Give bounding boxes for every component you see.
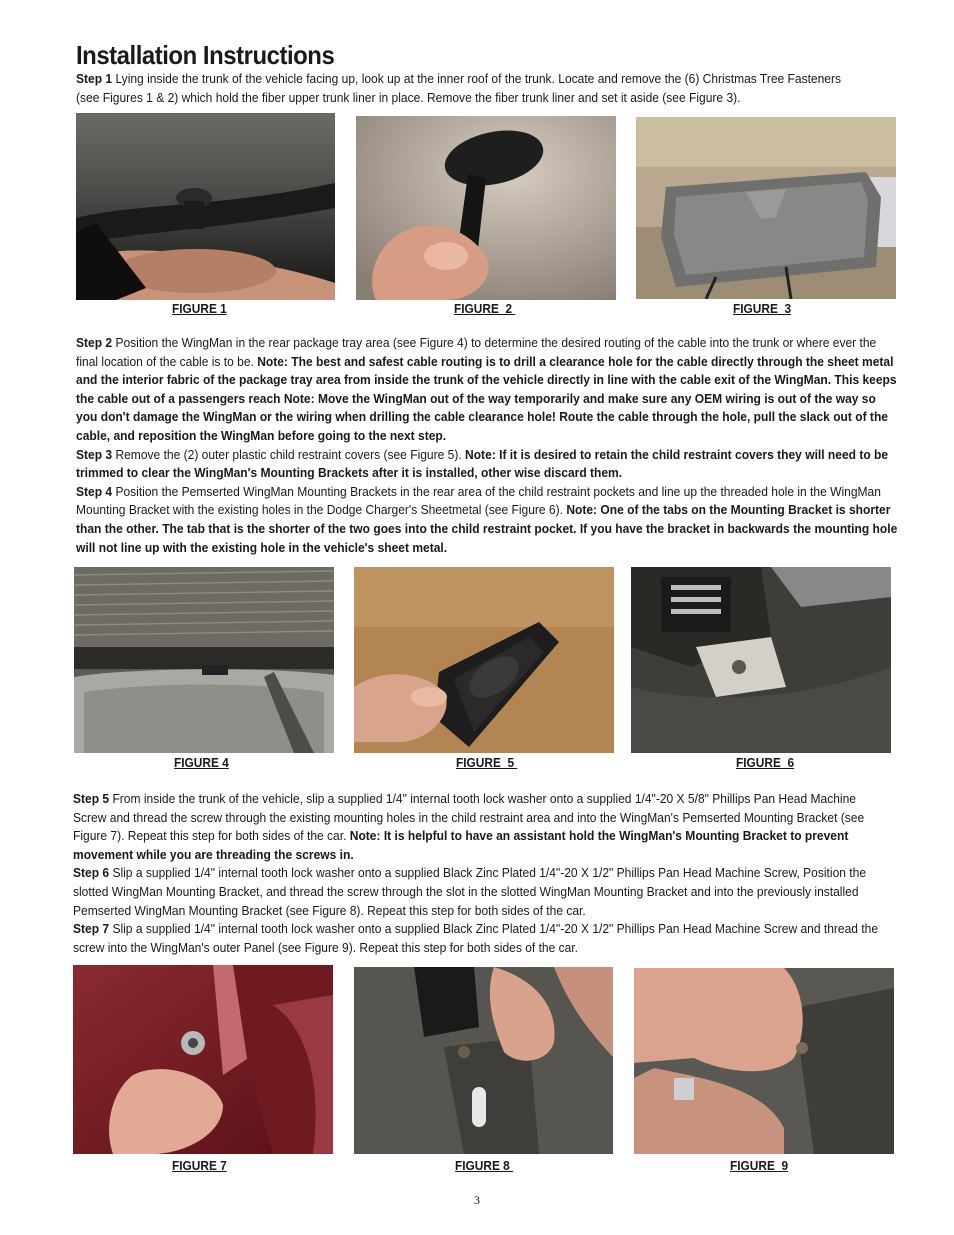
figure-9-photo — [634, 968, 894, 1154]
step-4-label: Step 4 — [76, 484, 113, 499]
figure-6-caption: FIGURE 6 — [736, 756, 795, 770]
figure-4-photo — [74, 567, 334, 753]
step-2-label: Step 2 — [76, 336, 113, 350]
step-3-label: Step 3 — [76, 447, 113, 462]
figure-1-photo — [76, 113, 335, 300]
step-6-label: Step 6 — [73, 866, 110, 881]
figure-3-caption: FIGURE 3 — [733, 302, 792, 316]
figure-5-caption: FIGURE 5 — [456, 756, 518, 770]
figure-2-caption: FIGURE 2 — [454, 302, 516, 316]
step-2-note: Note: The best and safest cable routing is to drill a clearance hole for the cable directly through the sheet metal and the interior fabric of the package tray area from inside the trunk of the vehicle directly in line with the cable exit of the WingMan. This keeps the cable out of a passengers reach Note: Move the WingMan out of the way temporarily and make sure any OEM wiring is out of the way so you don't damage the WingMan or the wiring when drilling the cable clearance hole! Route the cable through the hole, pull the slack out of the cable, and reposition the WingMan before going to the next step. — [76, 354, 897, 443]
step-4-text: Position the Pemserted WingMan Mounting Brackets in the rear area of the child restraint pockets and line up the threaded hole in the WingMan Mounting Bracket with the existing holes in the Dodge Charger's Sheetmetal (see Figure 6). — [76, 484, 881, 518]
step-1-text: Lying inside the trunk of the vehicle facing up, look up at the inner roof of the trunk. Locate and remove the (6) Christmas Tree Fasteners (see Figures 1 & 2) which hold the fiber upper trunk liner in place. Remove the fiber trunk liner and set it aside (see Figure 3). — [76, 72, 842, 105]
figure-1-caption: FIGURE 1 — [172, 302, 227, 316]
figure-9-caption: FIGURE 9 — [730, 1159, 789, 1173]
step-5-note: Note: It is helpful to have an assistant hold the WingMan's Mounting Bracket to prevent movement while you are threading the screws in. — [73, 829, 849, 862]
step-7-label: Step 7 — [73, 922, 110, 937]
step-7-text: Slip a supplied 1/4" internal tooth lock washer onto a supplied Black Zinc Plated 1/4"-20 X 1/2" Phillips Pan Head Machine Screw and thread the screw into the WingMan's outer Panel (see Figure 9). Repeat this step for both sides of the car. — [73, 922, 879, 955]
page-number: 3 — [474, 1193, 480, 1207]
step-2-text: Position the WingMan in the rear package tray area (see Figure 4) to determine the desired routing of the cable into the trunk or where ever the final location of the cable is to be. — [76, 336, 877, 369]
step-4-note: Note: One of the tabs on the Mounting Bracket is shorter than the other. The tab that is the shorter of the two goes into the child restraint pocket. If you have the bracket in backwards the mounting hole will not line up with the existing hole in the vehicle's sheet metal. — [76, 503, 898, 555]
figure-8-photo — [354, 967, 613, 1154]
figure-7-photo — [73, 965, 333, 1154]
step-1-paragraph — [76, 70, 863, 107]
figure-5-photo — [354, 567, 614, 753]
figure-8-caption: FIGURE 8 — [455, 1159, 514, 1173]
figure-3-photo — [636, 117, 896, 299]
step-3-text: Remove the (2) outer plastic child restraint covers (see Figure 5). — [112, 447, 466, 462]
page-title: Installation Instructions — [76, 40, 335, 70]
steps-2-4-paragraph — [76, 334, 897, 557]
figure-6-photo — [631, 567, 891, 753]
step-1-label: Step 1 — [76, 72, 113, 86]
figure-2-photo — [356, 116, 616, 300]
step-6-text: Slip a supplied 1/4" internal tooth lock washer onto a supplied Black Zinc Plated 1/4"-20 X 1/2" Phillips Pan Head Machine Screw, Position the slotted WingMan Mounting Bracket, and thread the screw through the slot in the slotted WingMan Mounting Bracket and into the previously installed Pemserted WingMan Mounting Bracket (see Figure 8). Repeat this step for both sides of the car. — [73, 866, 867, 918]
step-3-note: Note: If it is desired to retain the child restraint covers they will need to be trimmed to clear the WingMan's Mounting Brackets after it is installed, other wise discard them. — [76, 447, 889, 481]
figure-4-caption: FIGURE 4 — [174, 756, 229, 770]
step-5-label: Step 5 — [73, 792, 110, 806]
steps-5-7-paragraph — [73, 790, 885, 957]
step-5-text: From inside the trunk of the vehicle, slip a supplied 1/4" internal tooth lock washer onto a supplied 1/4"-20 X 5/8" Phillips Pan Head Machine Screw and thread the screw through the existing mounting holes in the child restraint area and into the WingMan's Pemserted Mounting Bracket (see Figure 7). Repeat this step for both sides of the car. — [73, 792, 865, 844]
figure-7-caption: FIGURE 7 — [172, 1159, 227, 1173]
